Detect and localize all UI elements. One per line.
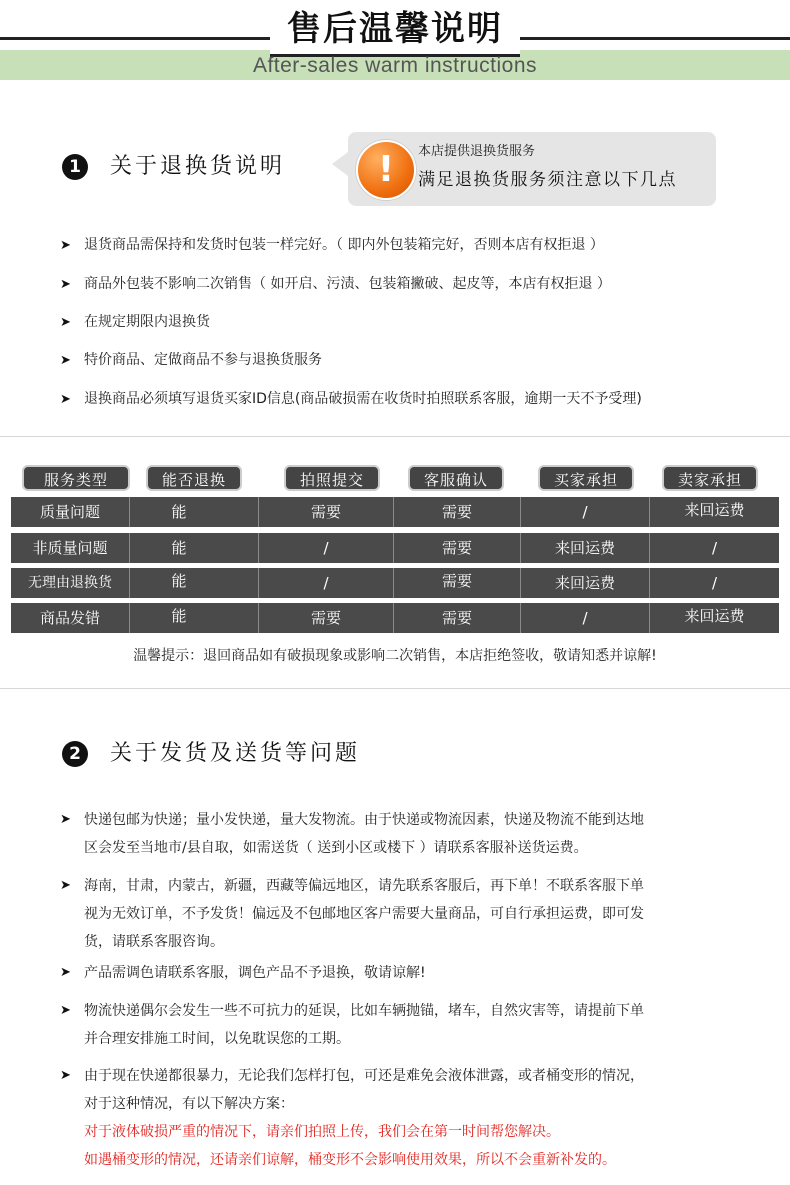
section1-title: 关于退换货说明 [110,154,286,179]
red-notice: 如遇桶变形的情况，还请亲们谅解，桶变形不会影响使用效果，所以不会重新补发的。 [84,1152,616,1168]
table-cell: / [711,574,718,592]
table-cell: 质量问题 [39,503,100,521]
page-subtitle: After-sales warm instructions [252,54,538,77]
table-cell: 需要 [441,539,472,557]
list-item: ➤ 产品需调色请联系客服，调色产品不予退换，敬请谅解! [60,959,780,987]
section2-title: 关于发货及送货等问题 [110,741,361,766]
table-cell: 能 [171,539,187,557]
table-cell: 需要 [310,609,341,627]
table-row [11,603,779,633]
table-cell: 能 [171,572,187,590]
table-cell: 来回运费 [554,574,615,592]
table-cell: 需要 [310,503,341,521]
table-header-buyer: 买家承担 [538,465,634,491]
arrow-icon: ➤ [60,238,71,253]
list-item: ➤ 退货商品需保持和发货时包装一样完好。（ 即内外包装箱完好，否则本店有权拒退 ） [60,234,604,257]
header-rule-left [0,37,272,40]
section2-number-icon: 2 [62,741,88,767]
exclamation-icon: ! [356,140,416,200]
list-item: ➤ 退换商品必须填写退货买家ID信息(商品破损需在收货时拍照联系客服，逾期一天不予受理) [60,388,642,411]
callout-pointer [332,152,348,176]
list-item: ➤ 商品外包装不影响二次销售（ 如开启、污渍、包装箱撇破、起皮等，本店有权拒退 ） [60,273,611,296]
table-cell: 非质量问题 [32,539,108,557]
table-cell: 能 [171,607,187,625]
table-header-service-type: 服务类型 [22,465,130,491]
table-cell: / [711,539,718,557]
arrow-icon: ➤ [60,878,71,893]
header-rule-right [518,37,790,40]
list-item: ➤ 特价商品、定做商品不参与退换货服务 [60,349,322,372]
callout-line1: 本店提供退换货服务 [418,144,536,159]
arrow-icon: ➤ [60,277,71,292]
table-cell: 商品发错 [39,609,100,627]
section1-number-icon: 1 [62,154,88,180]
table-cell: 需要 [441,609,472,627]
list-item: ➤ 在规定期限内退换货 [60,311,210,334]
table-tip: 温馨提示：退回商品如有破损现象或影响二次销售，本店拒绝签收，敬请知悉并谅解! [133,648,657,664]
list-item: ➤ 快递包邮为快递；量小发快递，量大发物流。由于快递或物流因素，快递及物流不能到达地 区会发至当地市/县自取，如需送货（ 送到小区或楼下 ）请联系客服补送货运费。 [60,806,780,862]
table-header-seller: 卖家承担 [662,465,758,491]
arrow-icon: ➤ [60,1003,71,1018]
table-cell: 来回运费 [684,607,745,625]
table-cell: / [323,574,329,592]
arrow-icon: ➤ [60,315,71,330]
table-header-returnable: 能否退换 [146,465,242,491]
arrow-icon: ➤ [60,812,71,827]
list-item: ➤ 海南，甘肃，内蒙古，新疆，西藏等偏远地区，请先联系客服后，再下单！不联系客服下单 视为无效订单，不予发货！偏远及不包邮地区客户需要大量商品，可自行承担运费，即可发 货，请联系客服咨询。 [60,872,780,956]
arrow-icon: ➤ [60,353,71,368]
callout-line2: 满足退换货服务须注意以下几点 [418,170,677,190]
page-title: 售后温馨说明 [270,4,520,57]
table-cell: / [582,503,588,521]
table-cell: 需要 [441,572,472,590]
table-cell: 来回运费 [684,501,745,519]
table-cell: 需要 [441,503,472,521]
arrow-icon: ➤ [60,392,71,407]
table-cell: 能 [171,503,187,521]
table-header-photo: 拍照提交 [284,465,380,491]
list-item: ➤ 由于现在快递都很暴力，无论我们怎样打包，可还是难免会液体泄露，或者桶变形的情况， 对于这种情况，有以下解决方案： 对于液体破损严重的情况下，请亲们拍照上传，我们会在第一时间帮您解决。 如遇桶变形的情况，还请亲们谅解，桶变形不会影响使用效果，所以不会重新补发的。 [60,1062,780,1174]
list-item: ➤ 物流快递偶尔会发生一些不可抗力的延误，比如车辆抛锚，堵车，自然灾害等，请提前下单 并合理安排施工时间，以免耽误您的工期。 [60,997,780,1053]
table-cell: / [323,539,329,557]
arrow-icon: ➤ [60,1068,71,1083]
red-notice: 对于液体破损严重的情况下，请亲们拍照上传，我们会在第一时间帮您解决。 [84,1124,560,1140]
table-row [11,568,779,598]
table-header-confirm: 客服确认 [408,465,504,491]
table-row [11,533,779,563]
table-cell: / [582,609,588,627]
divider [0,688,790,689]
arrow-icon: ➤ [60,965,71,980]
table-cell: 无理由退换货 [28,575,112,591]
table-cell: 来回运费 [554,539,615,557]
table-row [11,497,779,527]
divider [0,436,790,437]
